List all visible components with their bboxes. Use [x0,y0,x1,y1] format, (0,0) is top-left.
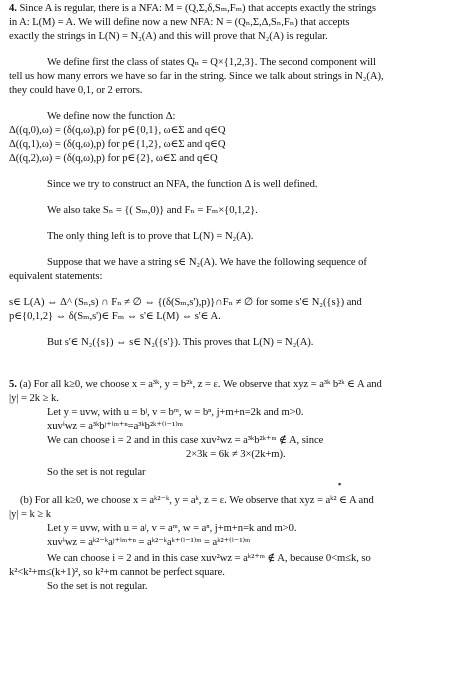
problem-5a-line-2: |y| = 2k ≥ k. [9,393,59,404]
delta-definition-line-2: Δ((q,1),ω) = (δ(q,ω),p) for p∈{1,2}, ω∈Σ and q∈Q [9,139,226,150]
problem-5b-line-7: So the set is not regular. [47,581,148,592]
problem-4-paragraph-2-line-1: We define first the class of states Qₙ = Q×{1,2,3}. The second component will [47,57,376,68]
problem-4-paragraph-4: Since we try to construct an NFA, the function Δ is well defined. [47,179,318,190]
problem-5a-text: (a) For all k≥0, we choose x = a³ᵏ, y = b²ᵏ, z = ε. We observe that xyz = a³ᵏ b²ᵏ ∈ A and [19,379,382,390]
problem-5-number: 5. [9,379,17,390]
problem-4-paragraph-7-line-2: equivalent statements: [9,271,103,282]
problem-5a-line-3: Let y = uvw, with u = bʲ, v = bᵐ, w = bⁿ, j+m+n=2k and m>0. [47,407,304,418]
problem-4-paragraph-1-line-3: exactly the strings in L(N) = N₂(A) and this will prove that N₂(A) is regular. [9,31,328,42]
problem-4-paragraph-6: The only thing left is to prove that L(N) = N₂(A). [47,231,254,242]
problem-4-delta-intro: We define now the function Δ: [47,111,176,122]
problem-5b-line-6: k²<k²+m≤(k+1)², so k²+m cannot be perfect square. [9,567,225,578]
scan-speck: ▪ [338,479,342,489]
equivalence-chain-line-2: p∈{0,1,2} ⇔ δ(Sₘ,s')∈ Fₘ ⇔ s'∈ L(M) ⇔ s'∈ A. [9,311,221,322]
problem-4-paragraph-5: We also take Sₙ = {( Sₘ,0)} and Fₙ = Fₘ×{0,1,2}. [47,205,258,216]
problem-5a-line-4: xuvⁱwz = a³ᵏbʲ⁺ⁱᵐ⁺ⁿ=a³ᵏb²ᵏ⁺⁽ⁱ⁻¹⁾ᵐ [47,421,183,432]
delta-definition-line-1: Δ((q,0),ω) = (δ(q,ω),p) for p∈{0,1}, ω∈Σ and q∈Q [9,125,226,136]
problem-5b-line-1: (b) For all k≥0, we choose x = aᵏ²⁻ᵏ, y = aᵏ, z = ε. We observe that xyz = aᵏ² ∈ A and [20,495,374,506]
problem-4-paragraph-2-line-2: tell us how many errors we have so far in the string. Since we talk about strings in N₂(A), [9,71,384,82]
problem-5b-line-2: |y| = k ≥ k [9,509,51,520]
problem-4-paragraph-2-line-3: they could have 0,1, or 2 errors. [9,85,143,96]
problem-4-paragraph-1-line-2: in A: L(M) = A. We will define now a new NFA: N = (Qₙ,Σ,Δ,Sₙ,Fₙ) that accepts [9,17,350,28]
problem-4-paragraph-1-line-1 [9,2,376,15]
problem-5b-line-3: Let y = uvw, with u = aʲ, v = aᵐ, w = aⁿ, j+m+n=k and m>0. [47,523,297,534]
problem-4-conclusion: But s'∈ N₂({s}) ⇔ s∈ N₂({s'}). This proves that L(N) = N₂(A). [47,337,314,348]
problem-5b-line-4: xuvⁱwz = aᵏ²⁻ᵏaʲ⁺ⁱᵐ⁺ⁿ = aᵏ²⁻ᵏaᵏ⁺⁽ⁱ⁻¹⁾ᵐ = aᵏ²⁺⁽ⁱ⁻¹⁾ᵐ [47,537,251,548]
problem-5a-line-6: 2×3k = 6k ≠ 3×(2k+m). [186,449,286,460]
problem-4-text: Since A is regular, there is a NFA: M = (Q,Σ,δ,Sₘ,Fₘ) that accepts exactly the strings [19,3,376,14]
problem-4-number: 4. [9,3,17,14]
problem-5a-line-5: We can choose i = 2 and in this case xuv²wz = a³ᵏb²ᵏ⁺ᵐ ∉ A, since [47,435,324,446]
problem-5b-line-5: We can choose i = 2 and in this case xuv²wz = aᵏ²⁺ᵐ ∉ A, because 0<m≤k, so [47,553,371,564]
equivalence-chain-line-1: s∈ L(A) ⇔ Δ^ (Sₙ,s) ∩ Fₙ ≠ ∅ ⇔ {(δ(Sₘ,s'),p)}∩Fₙ ≠ ∅ for some s'∈ N₂({s}) and [9,297,362,308]
problem-5a-line-1 [9,378,382,391]
delta-definition-line-3: Δ((q,2),ω) = (δ(q,ω),p) for p∈{2}, ω∈Σ and q∈Q [9,153,218,164]
problem-5a-line-7: So the set is not regular [47,467,146,478]
problem-4-paragraph-7-line-1: Suppose that we have a string s∈ N₂(A). We have the following sequence of [47,257,367,268]
